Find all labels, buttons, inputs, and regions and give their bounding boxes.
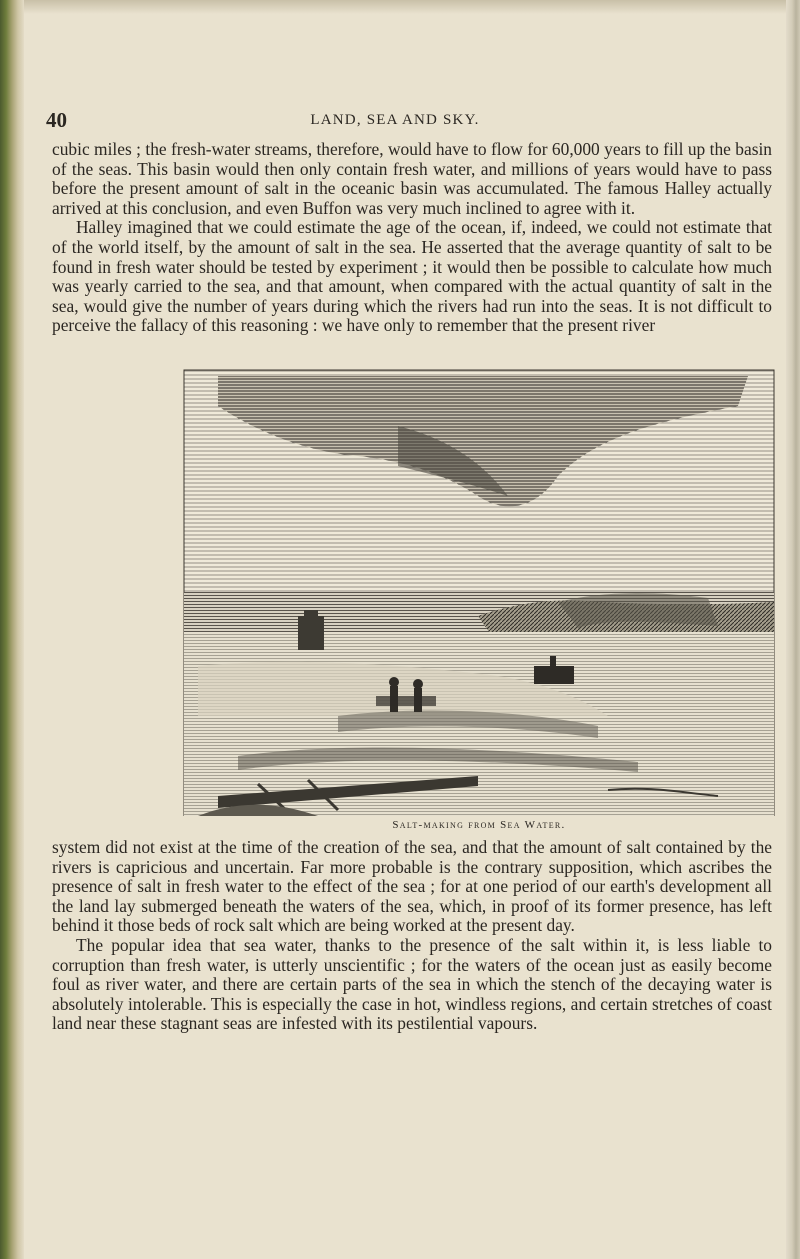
engraving-illustration bbox=[178, 366, 780, 816]
page-edge bbox=[786, 0, 800, 1259]
page-shadow bbox=[24, 0, 786, 14]
running-title bbox=[0, 112, 800, 129]
book-binding bbox=[0, 0, 24, 1259]
text-block-bottom bbox=[52, 838, 772, 1034]
engraving-salt-making-image bbox=[178, 366, 780, 816]
paragraph: system did not exist at the time of the creation of the sea, and that the amount of salt contained by the rivers is capricious and uncertain. Far more probable is the contrary supposition, which ascribes the presence of salt in fresh water to the effect of the sea ; for at one period of our earth's development all the land lay submerged beneath the waters of the sea, which, in proof of its former presence, has left behind it those beds of rock salt which are being worked at the present day. bbox=[52, 837, 772, 936]
paragraph: Halley imagined that we could estimate the age of the ocean, if, indeed, we could not estimate that of the world itself, by the amount of salt in the sea. He asserted that the average quantity of salt to be found in fresh water should be tested by experiment ; it would then be possible to calculate how much was yearly carried to the sea, and that amount, when compared with the actual quantity of salt in the sea, would give the number of years during which the rivers had run into the seas. It is not difficult to perceive the fallacy of this reasoning : we have only to remember that the present river bbox=[52, 217, 772, 336]
text-block-top bbox=[52, 140, 772, 336]
page-number: 40 bbox=[46, 108, 67, 132]
paragraph: The popular idea that sea water, thanks to the presence of the salt within it, is less liable to corruption than fresh water, is utterly unscientific ; for the waters of the ocean just as easily become foul as river water, and there are certain parts of the sea in which the stench of the decaying water is absolutely intolerable. This is especially the case in hot, windless regions, and certain stretches of coast land near these stagnant seas are infested with its pestilential vapours. bbox=[52, 934, 772, 1034]
figure-caption bbox=[178, 819, 780, 831]
figure-caption-text: Salt-making from Sea Water. bbox=[392, 819, 566, 831]
paragraph: cubic miles ; the fresh-water streams, therefore, would have to flow for 60,000 years to fill up the basin of the seas. This basin would then only contain fresh water, and millions of years would have to pass before the present amount of salt in the oceanic basin was accumulated. The famous Halley actually arrived at this conclusion, and even Buffon was very much inclined to agree with it. bbox=[52, 139, 772, 218]
running-title-text: LAND, SEA AND SKY. bbox=[310, 112, 480, 128]
